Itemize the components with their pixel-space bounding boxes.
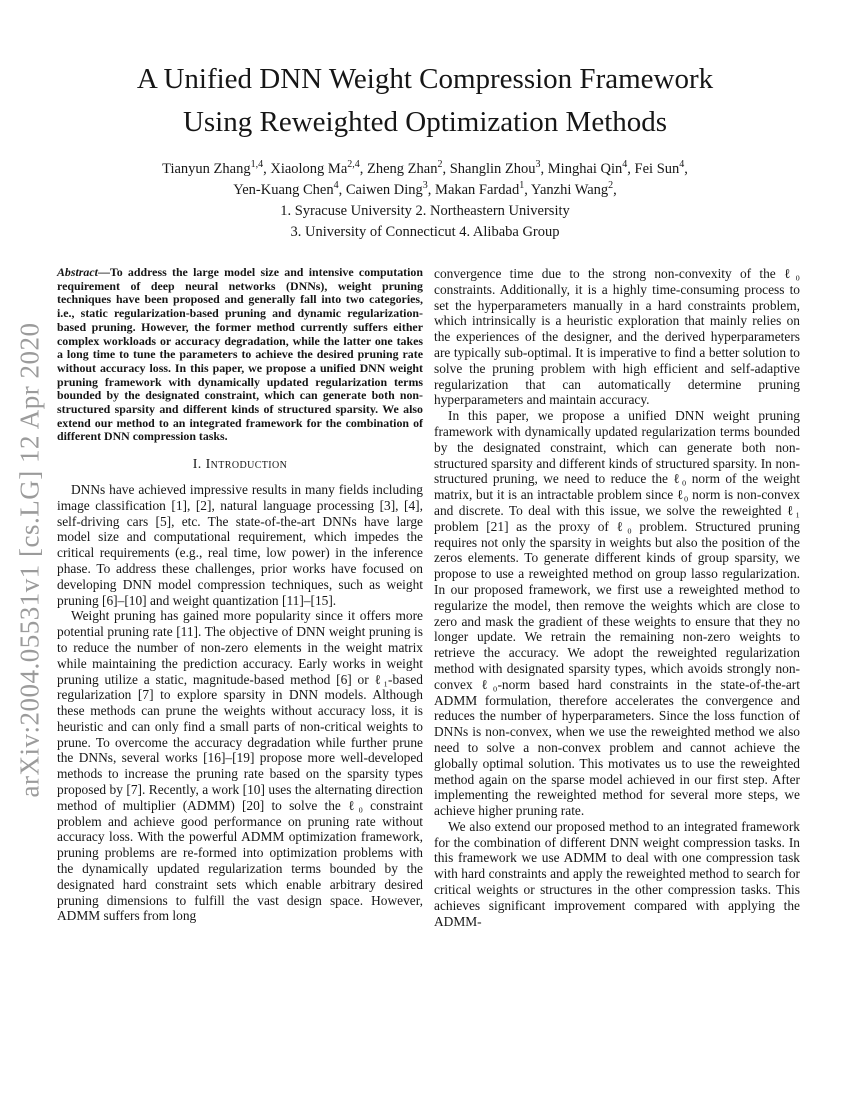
affiliation-line-1: 1. Syracuse University 2. Northeastern University	[280, 203, 570, 219]
author-line-1	[0, 159, 850, 180]
affiliation-line-2: 3. University of Connecticut 4. Alibaba Group	[290, 224, 560, 240]
column-left	[57, 266, 423, 929]
author-list	[0, 159, 850, 243]
title-line-2: Using Reweighted Optimization Methods	[182, 106, 668, 138]
intro-paragraph: DNNs have achieved impressive results in many fields including image classification [1], [2], natural language processing [3], [4], self-driving cars [5], etc. The state-of-the-art DNNs have large model size and computational requirement, which impedes the critical requirements (e.g., real time, low power) in the inference phase. To address these challenges, prior works have focused on developing DNN model compression techniques, such as weight pruning [6]–[10] and weight quantization [11]–[15].	[57, 481, 423, 608]
title-line-1: A Unified DNN Weight Compression Framework	[136, 63, 714, 95]
intro-paragraph-continuation: convergence time due to the strong non-convexity of the ℓ₀ constraints. Additionally, it is a highly time-consuming process to set the hyperparameters manually in a hard constraints problem, which intrinsically is a heuristic exploration that mainly relies on the experiences of the designer, and the derived hyperparameters are typically sub-optimal. It is imperative to find a better solution to solve the pruning problem with high efficient and self-adaptive regularization that can automatically determine pruning hyperparameters and maintain accuracy.	[434, 266, 800, 408]
column-right	[434, 266, 800, 929]
author-name: Yen-Kuang Chen$^4$,	[233, 180, 346, 198]
arxiv-watermark	[15, 323, 46, 798]
intro-paragraph: In this paper, we propose a unified DNN weight pruning framework with dynamically updated regularization terms bounded by the designated constraint, which can generate both non-structured sparsity and different kinds of structured sparsity. In non-structured pruning, we need to reduce the ℓ₀ norm of the weight matrix, but it is an intractable problem since ℓ₀ norm is non-convex and discrete. To deal with this issue, we solve the reweighted ℓ₁ problem [21] as the proxy of ℓ₀ problem. Structured pruning requires not only the sparsity in weights but also the position of the zeros elements. To generate different kinds of group sparsity, we propose to use a reweighted method on group lasso regularization. In our proposed framework, we first use a reweighted method to regularize the model, then remove the weights which are close to zero and mask the gradient of these weights to ensure that they no longer update. We retrain the remaining non-zero weights to retrieve the accuracy. We adopt the reweighted regularization method with designated sparsity types, which avoids strongly non-convex ℓ₀-norm based hard constraints in the state-of-the-art ADMM formulation, therefore accelerates the convergence and reduces the number of hyperparameters. Since the loss function of DNNs is non-convex, when we use the reweighted method we also need to solve a non-convex problem and cannot achieve the globally optimal solution. This motivates us to use the reweighted method again on the sparse model achieved in our first step. After implementing the reweighted method for several more steps, we achieve higher pruning rate.	[434, 408, 800, 819]
author-name: Yanzhi Wang$^2$,	[530, 180, 617, 198]
paper-header	[0, 0, 850, 243]
author-name: Zheng Zhan$^2$,	[367, 159, 450, 177]
author-affiliations	[0, 201, 850, 243]
intro-paragraph: Weight pruning has gained more popularity since it offers more potential pruning rate [11]. The objective of DNN weight pruning is to reduce the number of non-zero elements in the weight matrix while maintaining the prediction accuracy. Early works in weight pruning utilize a static, magnitude-based method [6] or ℓ₁-based regularization [7] to explore sparsity in DNN models. Although these methods can prune the weights without accuracy loss, it is heuristic and can only find a small parts of non-critical weights to prune. To overcome the accuracy degradation while further prune the DNNs, several works [16]–[19] propose more well-developed methods to increase the pruning rate based on the sparsity types proposed by [7]. Recently, a work [10] uses the alternating direction method of multiplier (ADMM) [20] to solve the ℓ₀ constraint problem and achieve good performance on pruning rate without accuracy loss. With the powerful ADMM optimization framework, pruning problems are re-formed into optimization problems with the dynamically updated regularization terms bounded by the designated hard constraint sets which enable arbitrary desired pruning dimensions to fulfill the vast design space. However, ADMM suffers from long	[57, 608, 423, 924]
author-line-2	[0, 180, 850, 201]
two-column-body	[57, 266, 801, 929]
abstract-text: —To address the large model size and intensive computation requirement of deep neural networks (DNNs), weight pruning techniques have been proposed and generally fall into two categories, i.e., static regularization-based pruning and dynamic regularization-based pruning. However, the former method currently suffers either complex workloads or accuracy degradation, while the latter one takes a long time to tune the parameters to achieve the desired pruning rate without accuracy loss. In this paper, we propose a unified DNN weight pruning framework with dynamically updated regularization terms bounded by the designated constraint, which can generate both non-structured sparsity and different kinds of structured sparsity. We also extend our method to an integrated framework for the combination of different DNN compression tasks.	[57, 265, 423, 444]
arxiv-watermark-label: arXiv:2004.05531v1 [cs.LG] 12 Apr 2020	[14, 322, 45, 798]
author-name: Caiwen Ding$^3$,	[345, 180, 436, 198]
author-name: Fei Sun$^4$,	[634, 159, 688, 177]
author-name: Makan Fardad$^1$,	[435, 180, 531, 198]
intro-paragraph: We also extend our proposed method to an integrated framework for the combination of different DNN weight compression tasks. In this framework we use ADMM to deal with one compression task with hard constraints and apply the reweighted method to search for critical weights or structures in the other compression tasks. This achieves significant improvement compared with applying the ADMM-	[434, 818, 800, 929]
author-name: Shanglin Zhou$^3$,	[449, 159, 548, 177]
author-name: Minghai Qin$^4$,	[547, 159, 635, 177]
abstract-label: Abstract	[57, 265, 98, 279]
paper-title	[0, 58, 850, 144]
author-name: Xiaolong Ma$^{2,4}$,	[270, 159, 368, 177]
abstract	[57, 266, 423, 444]
section-heading-introduction: I. Introduction	[192, 457, 288, 473]
author-name: Tianyun Zhang$^{1,4}$,	[162, 159, 271, 177]
